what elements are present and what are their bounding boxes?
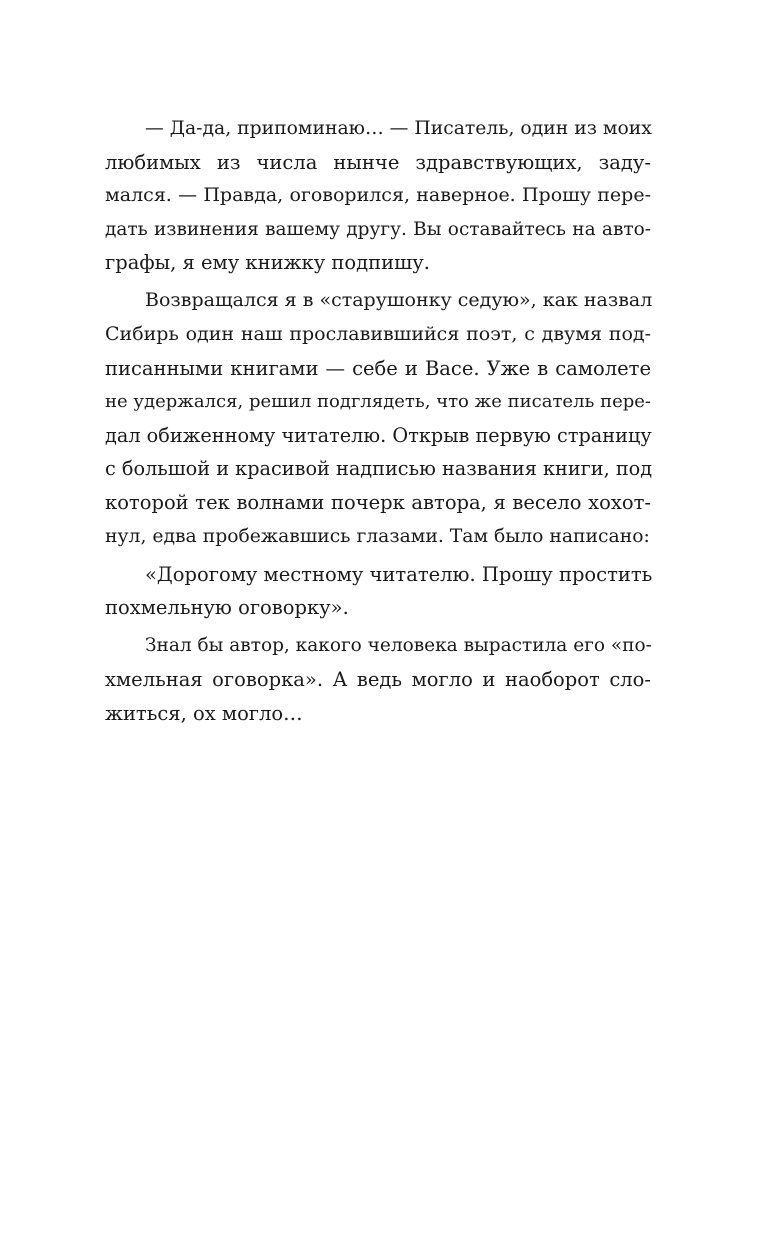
text-line: хмельная оговорка». А ведь могло и наоборот сло- — [105, 668, 651, 691]
text-line: графы, я ему книжку подпишу. — [105, 251, 430, 275]
body-text — [105, 112, 651, 735]
text-line: любимых из числа нынче здравствующих, заду- — [105, 150, 651, 174]
text-line: похмельную оговорку». — [105, 596, 349, 620]
paragraph-1 — [105, 112, 651, 280]
text-line: дать извинения вашему другу. Вы оставайтесь на авто- — [105, 218, 651, 240]
text-line: нул, едва пробежавшись глазами. Там было написано: — [105, 525, 650, 547]
text-line: житься, ох могло… — [105, 701, 303, 725]
text-line: с большой и красивой надписью названия книги, под — [105, 457, 653, 481]
text-line: Знал бы автор, какого человека вырастила его «по- — [145, 635, 652, 657]
paragraph-3 — [105, 558, 651, 625]
text-line: писанными книгами — себе и Васе. Уже в самолете — [105, 356, 651, 380]
text-line: мался. — Правда, оговорился, наверное. Прошу пере- — [105, 184, 651, 207]
text-line: дал обиженному читателю. Открыв первую страницу — [105, 423, 652, 447]
text-line: — Да-да, припоминаю… — Писатель, один из моих — [145, 118, 652, 139]
text-line: «Дорогому местному читателю. Прошу простить — [145, 562, 653, 586]
text-line: не удержался, решил подглядеть, что же писатель пере- — [105, 391, 651, 413]
paragraph-4 — [105, 629, 651, 730]
text-line: которой тек волнами почерк автора, я весело хохот- — [105, 491, 651, 515]
text-line: Сибирь один наш прославившийся поэт, с двумя под- — [105, 323, 651, 346]
paragraph-2 — [105, 284, 651, 553]
text-line: Возвращался я в «старушонку седую», как назвал — [145, 289, 653, 312]
